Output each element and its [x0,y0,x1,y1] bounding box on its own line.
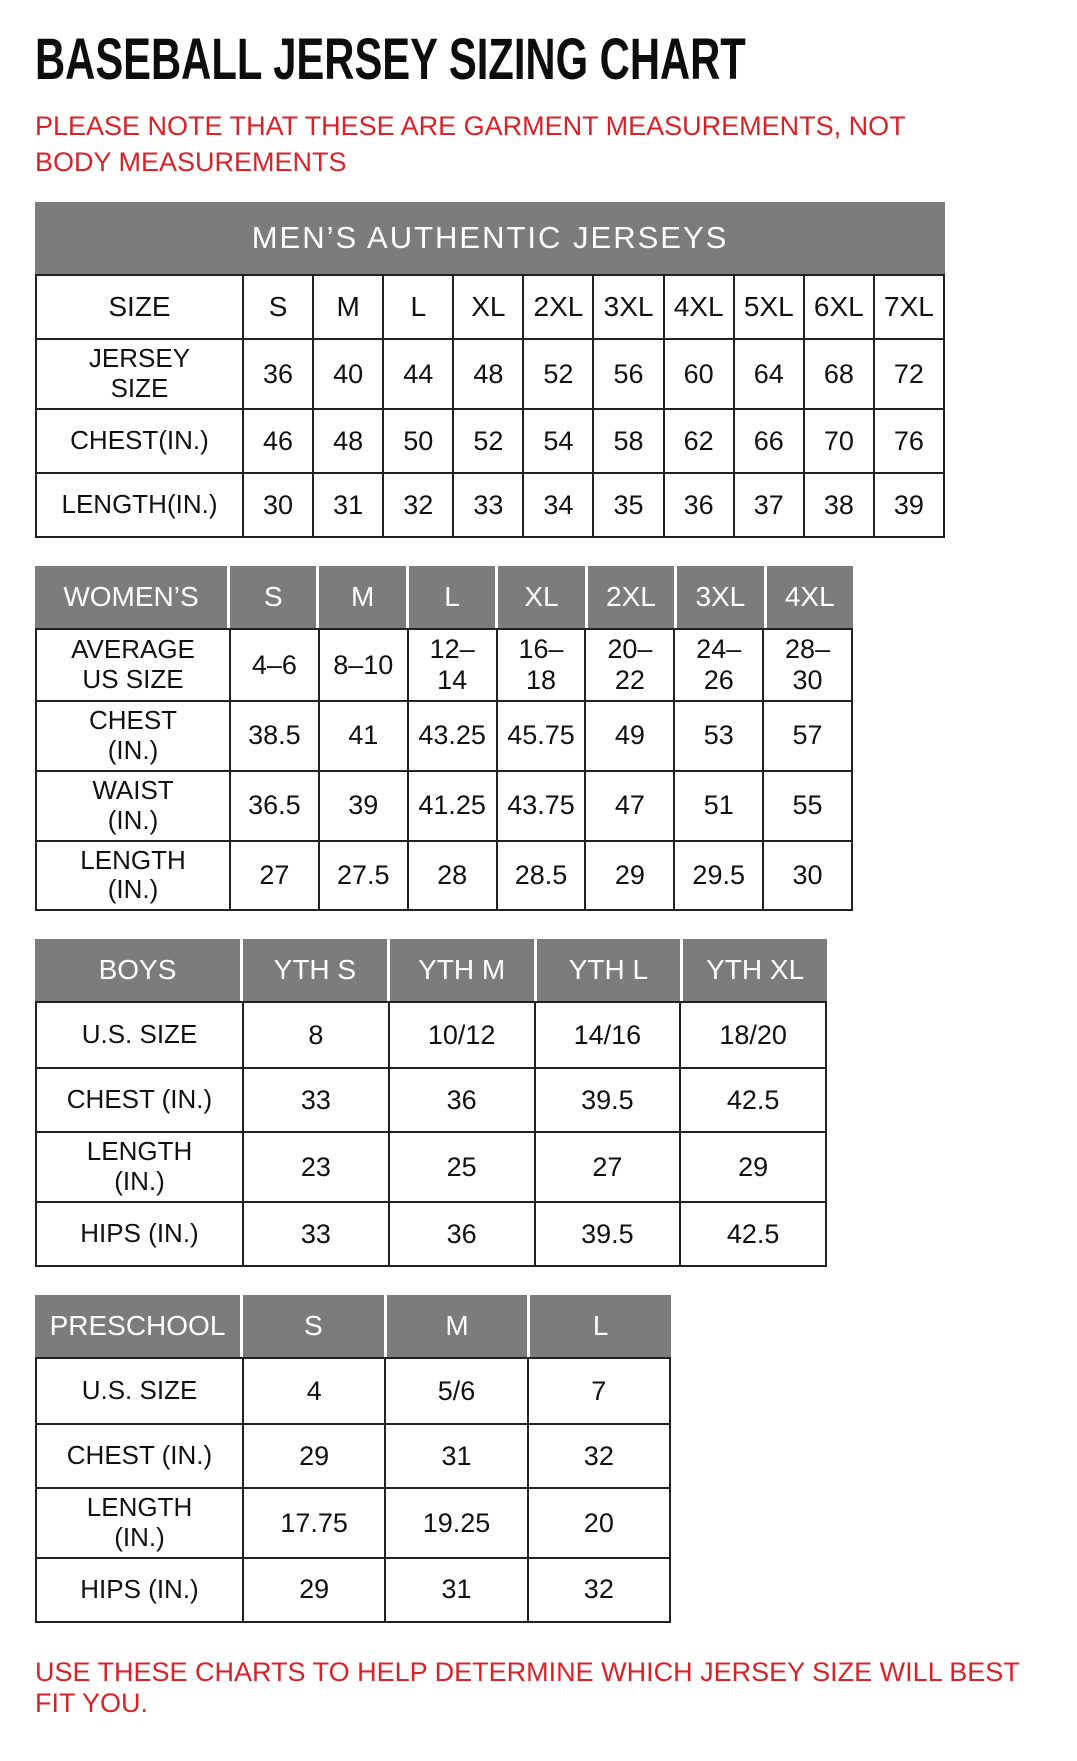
row-label-cell: JERSEY SIZE [37,340,242,408]
measurement-cell: 47 [584,770,673,840]
measurement-cell: 27.5 [318,840,407,910]
measurement-cell: 36 [388,1067,534,1131]
measurement-cell: 43.25 [407,700,496,770]
measurement-cell: 36 [388,1201,534,1265]
measurement-cell: 45.75 [496,700,585,770]
header-size-cell: 2XL [522,276,592,338]
measurement-cell: 39 [318,770,407,840]
measurement-cell: 5/6 [384,1359,526,1423]
measurement-cell: 29 [242,1557,384,1621]
measurement-cell: 28.5 [496,840,585,910]
header-size-cell: 2XL [585,566,674,628]
measurement-cell: 33 [242,1201,388,1265]
header-size-cell: M [384,1295,528,1357]
measurement-cell: 56 [592,340,662,408]
measurement-cell: 42.5 [679,1067,825,1131]
header-size-cell: 5XL [733,276,803,338]
measurement-cell: 60 [663,340,733,408]
measurement-cell: 39.5 [534,1067,680,1131]
mens-table-header-row [35,274,945,338]
measurement-cell: 34 [522,472,592,536]
header-size-cell: M [312,276,382,338]
measurement-cell: 44 [382,340,452,408]
measurement-cell: 36.5 [229,770,318,840]
row-label-cell: CHEST (IN.) [37,1423,242,1487]
measurement-cell: 20 [527,1487,669,1557]
measurement-cell: 50 [382,408,452,472]
header-size-cell: 3XL [592,276,662,338]
measurement-cell: 29.5 [673,840,762,910]
measurement-cell: 17.75 [242,1487,384,1557]
header-size-cell: 7XL [873,276,943,338]
measurement-cell: 37 [733,472,803,536]
measurement-cell: 76 [873,408,943,472]
measurement-cell: 24–26 [673,630,762,700]
measurement-cell: 41.25 [407,770,496,840]
row-label-cell: LENGTH (IN.) [37,1487,242,1557]
measurement-cell: 8 [242,1003,388,1067]
measurement-cell: 31 [312,472,382,536]
measurement-cell: 33 [452,472,522,536]
measurement-cell: 31 [384,1557,526,1621]
header-label-cell: PRESCHOOL [35,1295,240,1357]
measurement-cell: 54 [522,408,592,472]
row-label-cell: AVERAGE US SIZE [37,630,229,700]
row-label-cell: LENGTH(IN.) [37,472,242,536]
header-size-cell: S [242,276,312,338]
boys-table-body [35,1001,827,1267]
measurement-cell: 72 [873,340,943,408]
mens-authentic-jerseys-table [35,202,945,538]
measurement-cell: 30 [242,472,312,536]
header-size-cell: XL [452,276,522,338]
header-label-cell: WOMEN’S [35,566,227,628]
header-size-cell: 4XL [764,566,853,628]
header-size-cell: XL [495,566,584,628]
header-size-cell: S [240,1295,384,1357]
mens-table-body [35,338,945,538]
mens-table-banner: MEN’S AUTHENTIC JERSEYS [35,202,945,274]
row-label-cell: CHEST(IN.) [37,408,242,472]
header-size-cell: YTH XL [680,939,827,1001]
row-label-cell: U.S. SIZE [37,1003,242,1067]
garment-measurements-note: PLEASE NOTE THAT THESE ARE GARMENT MEASUREMENTS, NOT BODY MEASUREMENTS [35,111,906,177]
measurement-cell: 35 [592,472,662,536]
preschool-table-body [35,1357,671,1623]
measurement-cell: 51 [673,770,762,840]
header-label-cell: BOYS [35,939,240,1001]
measurement-cell: 32 [382,472,452,536]
measurement-cell: 33 [242,1067,388,1131]
measurement-cell: 29 [242,1423,384,1487]
boys-sizing-table [35,939,827,1267]
measurement-cell: 23 [242,1131,388,1201]
measurement-cell: 64 [733,340,803,408]
measurement-cell: 55 [762,770,851,840]
measurement-cell: 39 [873,472,943,536]
measurement-cell: 32 [527,1423,669,1487]
boys-table-header-row [35,939,827,1001]
measurement-cell: 36 [242,340,312,408]
preschool-sizing-table [35,1295,671,1623]
measurement-cell: 4 [242,1359,384,1423]
measurement-cell: 27 [229,840,318,910]
row-label-cell: WAIST (IN.) [37,770,229,840]
measurement-cell: 28–30 [762,630,851,700]
measurement-cell: 14/16 [534,1003,680,1067]
header-size-cell: S [227,566,316,628]
measurement-cell: 70 [803,408,873,472]
measurement-cell: 38 [803,472,873,536]
measurement-cell: 18/20 [679,1003,825,1067]
measurement-cell: 62 [663,408,733,472]
womens-table-header-row [35,566,853,628]
measurement-cell: 49 [584,700,673,770]
measurement-cell: 32 [527,1557,669,1621]
measurement-cell: 12–14 [407,630,496,700]
preschool-table-header-row [35,1295,671,1357]
measurement-cell: 48 [452,340,522,408]
measurement-cell: 48 [312,408,382,472]
header-size-cell: 4XL [663,276,733,338]
row-label-cell: LENGTH (IN.) [37,1131,242,1201]
measurement-cell: 52 [522,340,592,408]
measurement-cell: 28 [407,840,496,910]
measurement-cell: 40 [312,340,382,408]
measurement-cell: 29 [584,840,673,910]
measurement-cell: 25 [388,1131,534,1201]
measurement-cell: 38.5 [229,700,318,770]
measurement-cell: 20–22 [584,630,673,700]
header-size-cell: L [382,276,452,338]
measurement-cell: 27 [534,1131,680,1201]
measurement-cell: 46 [242,408,312,472]
measurement-cell: 39.5 [534,1201,680,1265]
row-label-cell: CHEST (IN.) [37,1067,242,1131]
header-label-cell: SIZE [37,276,242,338]
header-size-cell: L [527,1295,671,1357]
measurement-cell: 4–6 [229,630,318,700]
measurement-cell: 42.5 [679,1201,825,1265]
measurement-cell: 10/12 [388,1003,534,1067]
measurement-cell: 16–18 [496,630,585,700]
measurement-cell: 36 [663,472,733,536]
measurement-cell: 41 [318,700,407,770]
measurement-cell: 57 [762,700,851,770]
row-label-cell: HIPS (IN.) [37,1201,242,1265]
measurement-cell: 31 [384,1423,526,1487]
measurement-cell: 58 [592,408,662,472]
header-size-cell: M [316,566,405,628]
header-size-cell: YTH M [387,939,534,1001]
measurement-cell: 8–10 [318,630,407,700]
header-size-cell: 6XL [803,276,873,338]
page-title: BASEBALL JERSEY SIZING CHART [35,27,746,92]
header-size-cell: YTH S [240,939,387,1001]
measurement-cell: 7 [527,1359,669,1423]
footer-text: USE THESE CHARTS TO HELP DETERMINE WHICH JERSEY SIZE WILL BEST FIT YOU. [35,1656,1020,1718]
measurement-cell: 52 [452,408,522,472]
measurement-cell: 53 [673,700,762,770]
header-size-cell: 3XL [674,566,763,628]
measurement-cell: 43.75 [496,770,585,840]
measurement-cell: 66 [733,408,803,472]
measurement-cell: 30 [762,840,851,910]
header-size-cell: L [406,566,495,628]
measurement-cell: 29 [679,1131,825,1201]
header-size-cell: YTH L [534,939,681,1001]
row-label-cell: U.S. SIZE [37,1359,242,1423]
row-label-cell: HIPS (IN.) [37,1557,242,1621]
womens-sizing-table [35,566,853,911]
measurement-cell: 19.25 [384,1487,526,1557]
row-label-cell: LENGTH (IN.) [37,840,229,910]
womens-table-body [35,628,853,911]
measurement-cell: 68 [803,340,873,408]
row-label-cell: CHEST (IN.) [37,700,229,770]
